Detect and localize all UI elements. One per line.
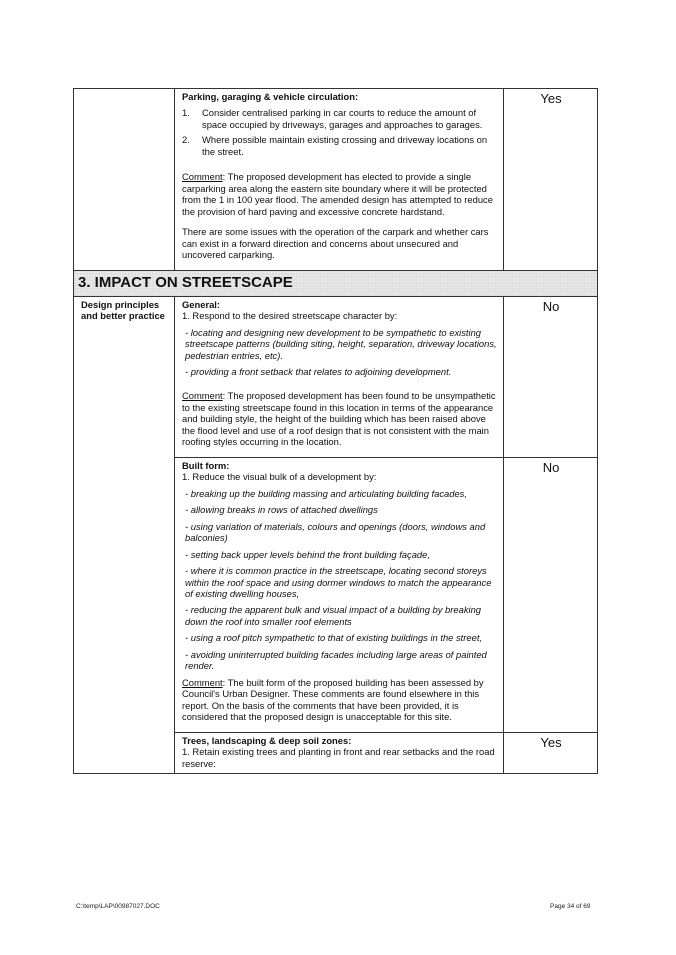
trees-intro: 1. Retain existing trees and planting in front and rear setbacks and the road reserve: xyxy=(182,746,495,769)
comment-label: Comment xyxy=(182,390,223,402)
comment-label: Comment xyxy=(182,676,223,688)
built-form-comment xyxy=(182,677,497,723)
list-item xyxy=(182,134,497,157)
footer-file-path: C:\temp\LAP\00987027.DOC xyxy=(76,903,160,910)
assessment-table xyxy=(73,88,598,774)
list-item xyxy=(182,107,497,130)
trees-answer: Yes xyxy=(504,732,598,773)
parking-row xyxy=(74,89,598,271)
section-title: 3. IMPACT ON STREETSCAPE xyxy=(74,270,598,296)
built-form-point: - avoiding uninterrupted building facades including large areas of painted render. xyxy=(185,648,487,672)
parking-comment xyxy=(182,171,497,217)
section-header-row xyxy=(74,270,598,296)
parking-note: There are some issues with the operation of the carpark and whether cars can exist in a forward direction and concerns about unsecured and uncovered carparking. xyxy=(182,226,489,261)
trees-cell xyxy=(175,732,504,773)
built-form-point: - using variation of materials, colours and openings (doors, windows and balconies) xyxy=(185,520,486,544)
built-form-cell xyxy=(175,457,504,732)
built-form-intro: 1. Reduce the visual bulk of a development by: xyxy=(182,471,377,483)
built-form-point: - where it is common practice in the streetscape, locating second storeys within the roof space and using dormer windows to match the appearance of existing dwelling houses, xyxy=(185,565,492,599)
parking-answer: Yes xyxy=(504,89,598,271)
general-point: - locating and designing new development to be sympathetic to existing streetscape patterns (building siting, height, separation, driveway locations, pedestrian entries, etc). xyxy=(185,326,497,361)
item-text: Where possible maintain existing crossing and driveway locations on the street. xyxy=(202,134,488,157)
general-point: - providing a front setback that relates to adjoining development. xyxy=(185,365,452,377)
general-heading: General: xyxy=(182,298,221,310)
general-cell xyxy=(175,296,504,457)
built-form-point: - breaking up the building massing and articulating building facades, xyxy=(185,487,467,499)
built-form-heading: Built form: xyxy=(182,459,230,471)
built-form-answer: No xyxy=(504,457,598,732)
comment-text: : The built form of the proposed building has been assessed by Council's Urban Designer. These comments are found elsewhere in this report. On the basis of the comments that have been provided, it is considered that the proposed design is unacceptable for this site. xyxy=(182,676,484,723)
general-intro: 1. Respond to the desired streetscape character by: xyxy=(182,310,398,322)
item-number: 1. xyxy=(182,107,190,119)
comment-text: : The proposed development has elected to provide a single carparking area along the eastern site boundary where it will be protected from the 1 in 100 year flood. The amended design has attempted to reduce the provision of hard paving and excessive concrete hardstand. xyxy=(182,171,493,217)
built-form-point: - setting back upper levels behind the front building façade, xyxy=(185,548,430,560)
parking-heading: Parking, garaging & vehicle circulation: xyxy=(182,91,359,102)
empty-label-cell xyxy=(74,89,175,271)
built-form-point: - allowing breaks in rows of attached dwellings xyxy=(185,504,378,516)
design-principles-label: Design principles and better practice xyxy=(74,296,175,773)
item-number: 2. xyxy=(182,134,190,146)
item-text: Consider centralised parking in car courts to reduce the amount of space occupied by driveways, garages and approaches to garages. xyxy=(202,107,483,130)
general-row xyxy=(74,296,598,457)
parking-cell xyxy=(175,89,504,271)
built-form-point: - reducing the apparent bulk and visual impact of a building by breaking down the roof into smaller roof elements xyxy=(185,604,482,627)
parking-list xyxy=(182,107,497,157)
comment-text: : The proposed development has been found to be unsympathetic to the existing streetscape found in this location in terms of the appearance and building style, the height of the building which has been raised above the flood level and use of a roof design that is not consistent with the main roofing styles occurring in the location. xyxy=(182,390,496,448)
general-answer: No xyxy=(504,296,598,457)
built-form-point: - using a roof pitch sympathetic to that of existing buildings in the street, xyxy=(185,632,483,644)
general-comment xyxy=(182,390,497,447)
comment-label: Comment xyxy=(182,171,223,183)
trees-heading: Trees, landscaping & deep soil zones: xyxy=(182,734,352,746)
footer-page-number: Page 34 of 69 xyxy=(550,903,591,910)
